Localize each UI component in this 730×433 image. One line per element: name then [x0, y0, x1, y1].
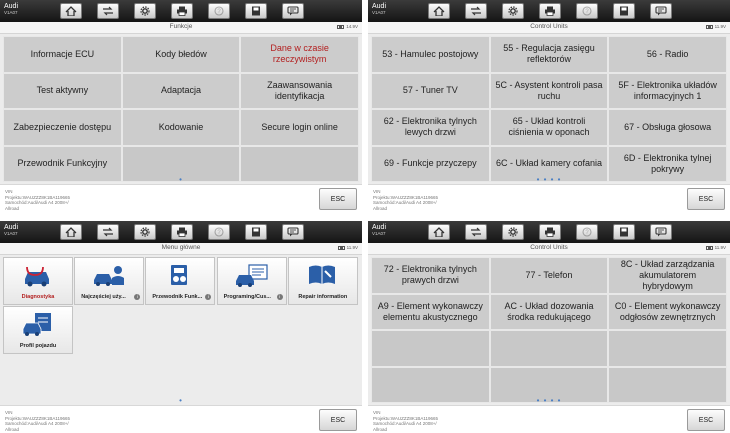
bottom-bar [0, 184, 362, 212]
menu-tile[interactable] [3, 257, 73, 305]
home-icon [65, 6, 77, 16]
chat-button[interactable] [282, 224, 304, 240]
save-icon [250, 227, 262, 237]
car-line: Samochód:Audi/Audi A4 2008+/ [5, 421, 69, 426]
page-indicator: • [179, 396, 183, 405]
vehicle-swap-icon [102, 227, 114, 237]
project-line: Projektu:WAUZZZ8K1BA119665 [373, 415, 439, 421]
function-cell[interactable]: Secure login online [240, 109, 359, 146]
car-line: Samochód:Audi/Audi A4 2008+/ [373, 421, 437, 426]
project-line: Projektu:WAUZZZ8K1BA119665 [5, 194, 71, 200]
brand-name: Audi [4, 3, 19, 10]
page-title: Funkcje [169, 23, 193, 30]
project-line: Projektu:WAUZZZ8K1BA119665 [373, 194, 439, 200]
menu-tile[interactable] [288, 257, 358, 305]
car-line: Samochód:Audi/Audi A4 2008+/ [373, 200, 437, 205]
control-unit-cell[interactable]: 5F - Elektronika układów informacyjnych 1 [608, 73, 727, 110]
chat-icon [655, 227, 667, 237]
vehicle-info [5, 410, 70, 432]
vehicle-profile-icon [21, 312, 55, 336]
vin-label: VIN [5, 189, 13, 194]
brand-name: Audi [372, 3, 387, 10]
control-unit-cell[interactable]: 65 - Układ kontroli ciśnienia w oponach [490, 109, 609, 146]
help-icon [581, 227, 593, 237]
battery-indicator [706, 245, 726, 250]
menu-tile-label: Programing/Cus... [223, 294, 271, 300]
vehicle-brand [372, 3, 386, 16]
save-button[interactable] [613, 224, 635, 240]
page-title: Control Units [530, 244, 568, 251]
settings-button[interactable] [134, 3, 156, 19]
control-unit-grid [371, 36, 727, 182]
print-button[interactable] [539, 3, 561, 19]
top-toolbar [0, 221, 362, 243]
vehicle-swap-icon [102, 6, 114, 16]
vehicle-brand [372, 224, 386, 237]
page-indicator: • • • • [536, 175, 562, 184]
help-button[interactable] [576, 224, 598, 240]
battery-voltage: 11.9V [714, 24, 726, 29]
help-button[interactable] [576, 3, 598, 19]
print-button[interactable] [171, 224, 193, 240]
screen-functions [0, 0, 362, 212]
menu-tile-label: Profil pojazdu [19, 343, 57, 349]
empty-cell [608, 330, 727, 367]
vehicle-info [373, 189, 438, 211]
repair-book-icon [306, 263, 340, 287]
battery-indicator [706, 24, 726, 29]
control-unit-cell[interactable]: 57 - Tuner TV [371, 73, 490, 110]
title-bar [368, 22, 730, 34]
home-button[interactable] [60, 3, 82, 19]
vehicle-brand [4, 3, 18, 16]
top-toolbar [0, 0, 362, 22]
svg-text:?: ? [217, 230, 221, 237]
battery-voltage: 14.9V [346, 24, 358, 29]
car-stethoscope-icon [21, 263, 55, 287]
variant-line: Allroad [5, 426, 20, 432]
battery-voltage: 11.9V [714, 245, 726, 250]
chat-icon [287, 6, 299, 16]
control-unit-cell[interactable]: 69 - Funkcje przyczepy [371, 146, 490, 183]
chat-button[interactable] [650, 3, 672, 19]
help-button[interactable] [208, 3, 230, 19]
info-icon[interactable]: i [205, 294, 211, 300]
control-unit-cell[interactable]: 56 - Radio [608, 36, 727, 73]
control-unit-cell[interactable]: AC - Układ dozowania środka redukującego [490, 294, 609, 331]
menu-tile[interactable] [217, 257, 287, 305]
menu-tile-label: Najczęściej uży... [81, 294, 126, 300]
control-unit-grid [371, 257, 727, 403]
print-icon [544, 227, 556, 237]
control-unit-cell[interactable]: 77 - Telefon [490, 257, 609, 294]
control-unit-cell[interactable]: 6C - Układ kamery cofania [490, 146, 609, 183]
home-icon [433, 6, 445, 16]
function-cell[interactable]: Przewodnik Funkcyjny [3, 146, 122, 183]
empty-cell [371, 330, 490, 367]
info-icon[interactable]: i [277, 294, 283, 300]
variant-line: Allroad [373, 205, 388, 211]
save-icon [618, 6, 630, 16]
menu-tile-label: Repair information [298, 294, 348, 300]
car-mechanic-icon [92, 263, 126, 287]
bottom-bar [0, 405, 362, 433]
top-toolbar [368, 221, 730, 243]
esc-button[interactable]: ESC [319, 409, 357, 431]
home-button[interactable] [60, 224, 82, 240]
settings-button[interactable] [502, 224, 524, 240]
screen-control-units-1 [368, 0, 730, 212]
save-icon [250, 6, 262, 16]
svg-text:?: ? [585, 9, 589, 16]
help-icon [213, 6, 225, 16]
vin-label: VIN [5, 410, 13, 415]
brand-name: Audi [4, 224, 19, 231]
menu-tile[interactable] [74, 257, 144, 305]
battery-icon [706, 246, 713, 250]
top-toolbar [368, 0, 730, 22]
battery-voltage: 11.9V [346, 245, 358, 250]
help-button[interactable] [208, 224, 230, 240]
save-icon [618, 227, 630, 237]
page-indicator: • [179, 175, 183, 184]
control-unit-cell[interactable]: 67 - Obsługa głosowa [608, 109, 727, 146]
function-cell[interactable]: Dane w czasie rzeczywistym [240, 36, 359, 73]
control-unit-cell[interactable]: A9 - Element wykonawczy elementu akustycznego [371, 294, 490, 331]
control-unit-cell[interactable]: 6D - Elektronika tylnej pokrywy [608, 146, 727, 183]
help-icon [581, 6, 593, 16]
chat-icon [655, 6, 667, 16]
save-button[interactable] [245, 3, 267, 19]
title-bar [368, 243, 730, 255]
save-button[interactable] [245, 224, 267, 240]
project-line: Projektu:WAUZZZ8K1BA119665 [5, 415, 71, 421]
control-unit-cell[interactable]: 5C - Asystent kontroli pasa ruchu [490, 73, 609, 110]
settings-icon [139, 6, 151, 16]
print-icon [544, 6, 556, 16]
vehicle-swap-icon [470, 6, 482, 16]
variant-line: Allroad [373, 426, 388, 432]
save-button[interactable] [613, 3, 635, 19]
vehicle-brand [4, 224, 18, 237]
control-unit-cell[interactable]: 72 - Elektronika tylnych prawych drzwi [371, 257, 490, 294]
vehicle-swap-button[interactable] [97, 224, 119, 240]
page-title: Menu główne [161, 244, 201, 251]
vehicle-swap-button[interactable] [465, 224, 487, 240]
print-icon [176, 6, 188, 16]
vehicle-info [373, 410, 438, 432]
chat-button[interactable] [650, 224, 672, 240]
help-icon [213, 227, 225, 237]
main-menu-tiles [3, 257, 359, 403]
control-unit-cell[interactable]: 55 - Regulacja zasięgu reflektorów [490, 36, 609, 73]
home-button[interactable] [428, 3, 450, 19]
brand-model: V1A07 [4, 231, 18, 236]
function-grid [3, 36, 359, 182]
svg-text:?: ? [585, 230, 589, 237]
print-button[interactable] [539, 224, 561, 240]
vehicle-info [5, 189, 70, 211]
car-programming-icon [235, 263, 269, 287]
print-button[interactable] [171, 3, 193, 19]
menu-tile[interactable] [145, 257, 215, 305]
chat-button[interactable] [282, 3, 304, 19]
battery-icon [338, 246, 345, 250]
function-cell[interactable]: Test aktywny [3, 73, 122, 110]
car-line: Samochód:Audi/Audi A4 2008+/ [5, 200, 69, 205]
page-indicator: • • • • [536, 396, 562, 405]
empty-cell [490, 330, 609, 367]
menu-tile-label: Przewodnik Funk... [152, 294, 203, 300]
esc-button[interactable]: ESC [687, 409, 725, 431]
print-icon [176, 227, 188, 237]
bottom-bar [368, 184, 730, 212]
vin-label: VIN [373, 189, 381, 194]
esc-button[interactable]: ESC [687, 188, 725, 210]
vehicle-swap-button[interactable] [97, 3, 119, 19]
vehicle-swap-button[interactable] [465, 3, 487, 19]
control-unit-cell[interactable]: 53 - Hamulec postojowy [371, 36, 490, 73]
function-cell[interactable]: Kodowanie [122, 109, 241, 146]
function-cell[interactable]: Zaawansowania identyfikacja [240, 73, 359, 110]
vin-label: VIN [373, 410, 381, 415]
page-title: Control Units [530, 23, 568, 30]
screen-control-units-2 [368, 221, 730, 433]
battery-indicator [337, 24, 358, 29]
chat-icon [287, 227, 299, 237]
home-icon [65, 227, 77, 237]
menu-tile[interactable] [3, 306, 73, 354]
control-unit-cell[interactable]: 62 - Elektronika tylnych lewych drzwi [371, 109, 490, 146]
function-cell[interactable]: Informacje ECU [3, 36, 122, 73]
title-bar [0, 22, 362, 34]
settings-button[interactable] [502, 3, 524, 19]
control-unit-cell[interactable]: C0 - Element wykonawczy odgłosów zewnętrznych [608, 294, 727, 331]
battery-icon [706, 25, 713, 29]
title-bar [0, 243, 362, 255]
brand-model: V1A07 [372, 231, 386, 236]
brand-model: V1A07 [372, 10, 386, 15]
settings-button[interactable] [134, 224, 156, 240]
function-cell[interactable]: Adaptacja [122, 73, 241, 110]
brand-model: V1A07 [4, 10, 18, 15]
function-cell[interactable]: Kody błedów [122, 36, 241, 73]
home-button[interactable] [428, 224, 450, 240]
brand-name: Audi [372, 224, 387, 231]
battery-indicator [338, 245, 358, 250]
guide-book-icon [163, 263, 197, 287]
esc-button[interactable]: ESC [319, 188, 357, 210]
vehicle-swap-icon [470, 227, 482, 237]
function-cell[interactable]: Zabezpieczenie dostępu [3, 109, 122, 146]
screen-main-menu [0, 221, 362, 433]
svg-text:?: ? [217, 9, 221, 16]
settings-icon [507, 6, 519, 16]
bottom-bar [368, 405, 730, 433]
home-icon [433, 227, 445, 237]
settings-icon [507, 227, 519, 237]
info-icon[interactable]: i [134, 294, 140, 300]
control-unit-cell[interactable]: 8C - Układ zarządzania akumulatorem hybrydowym [608, 257, 727, 294]
variant-line: Allroad [5, 205, 20, 211]
menu-tile-label: Diagnostyka [21, 294, 55, 300]
battery-icon [337, 25, 344, 29]
settings-icon [139, 227, 151, 237]
